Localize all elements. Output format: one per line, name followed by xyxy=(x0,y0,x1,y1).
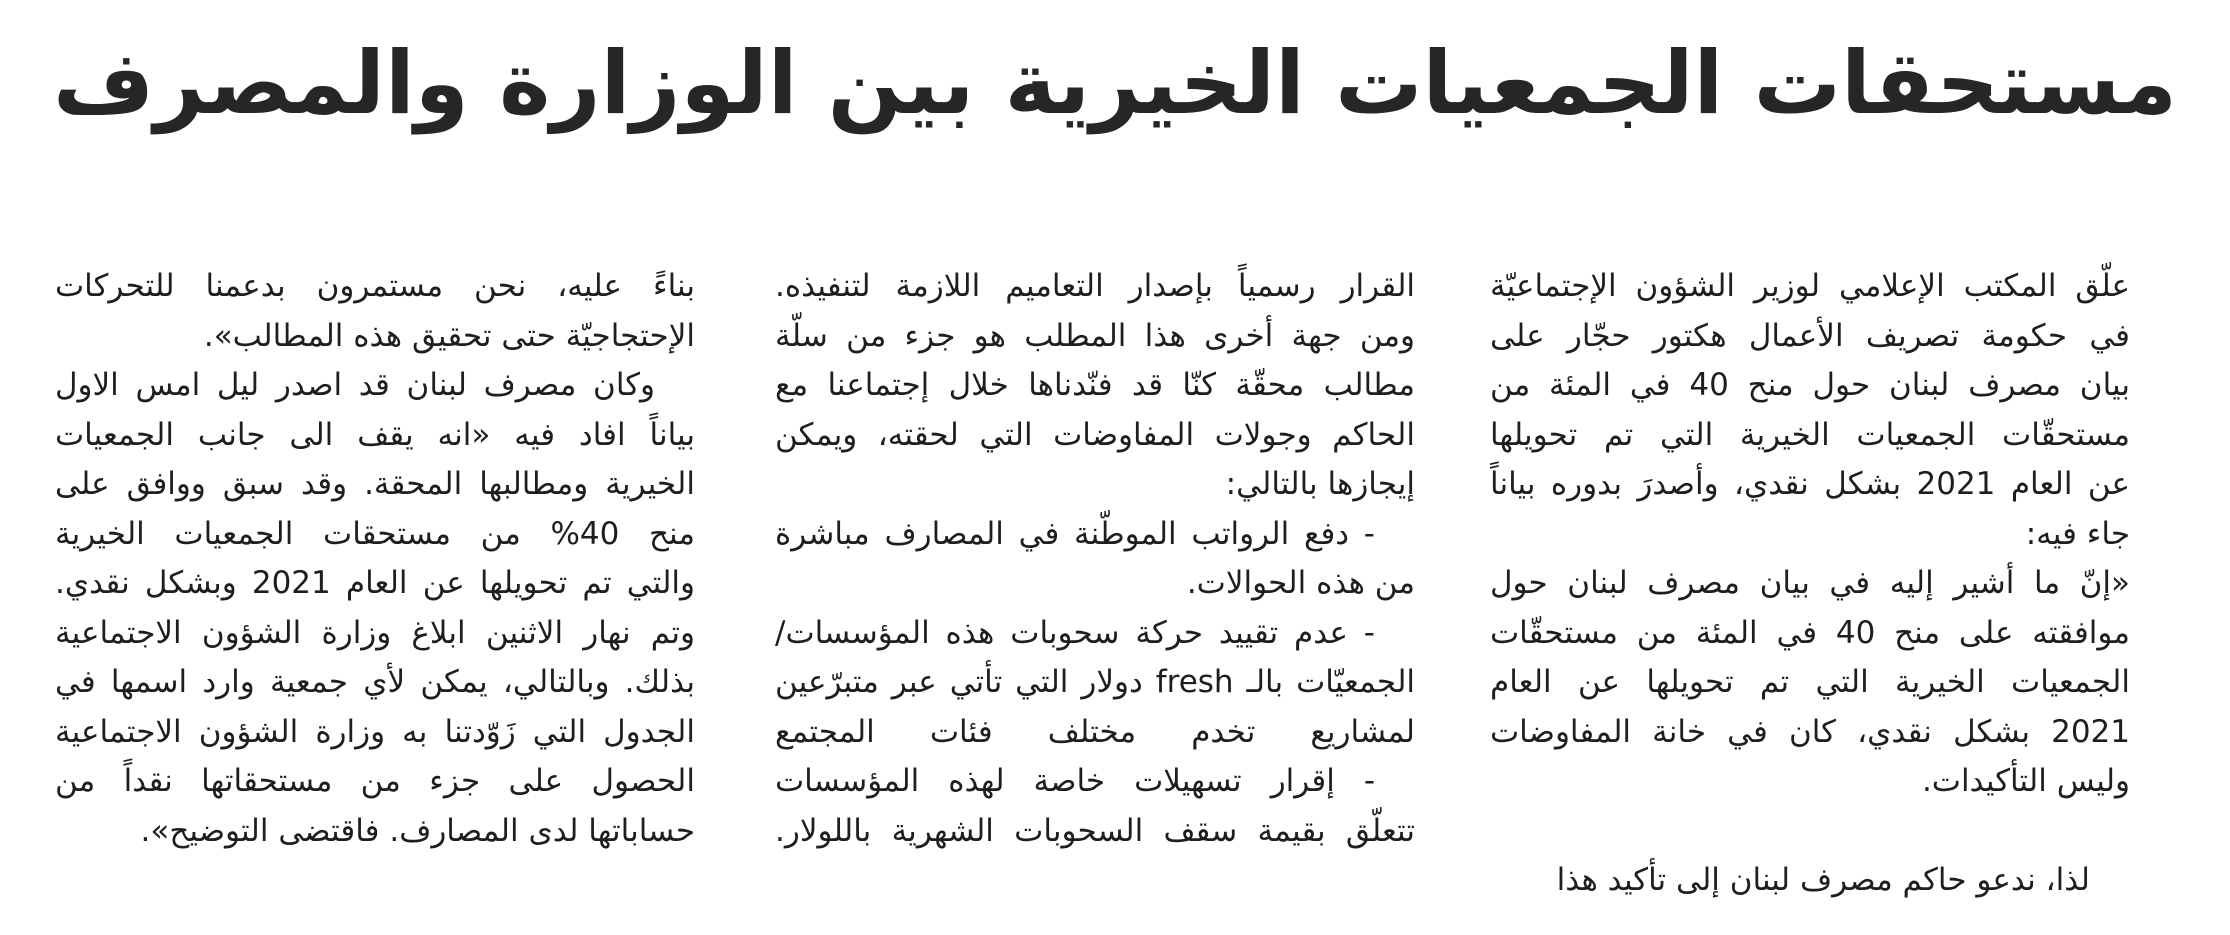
text-line: وكان مصرف لبنان قد اصدر ليل امس الاول xyxy=(55,367,655,403)
text-line: مستحقّات الجمعيات الخيرية التي تم تحويلها xyxy=(1490,416,2130,453)
text-line: 2021 بشكل نقدي، كان في خانة المفاوضات xyxy=(1490,713,2130,750)
text-line: بياناً افاد فيه «انه يقف الى جانب الجمعيات xyxy=(55,416,695,453)
text-line: - دفع الرواتب الموطّنة في المصارف مباشرة xyxy=(775,515,1375,552)
text-line: لذا، ندعو حاكم مصرف لبنان إلى تأكيد هذا xyxy=(1556,862,2090,898)
text-line: «إنّ ما أشير إليه في بيان مصرف لبنان حول xyxy=(1490,565,2130,601)
text-line: بذلك. وبالتالي، يمكن لأي جمعية وارد اسمها في xyxy=(55,664,695,700)
text-line: وتم نهار الاثنين ابلاغ وزارة الشؤون الاجتماعية xyxy=(55,614,695,651)
text-line: الإحتجاجيّة حتى تحقيق هذه المطالب». xyxy=(203,317,695,354)
text-line: موافقته على منح 40 في المئة من مستحقّات xyxy=(1490,614,2130,651)
text-line: جاء فيه: xyxy=(2025,515,2130,552)
headline: مستحقات الجمعيات الخيرية بين الوزارة والمصرف xyxy=(53,32,2177,134)
text-line: الجمعيات الخيرية التي تم تحويلها عن العام xyxy=(1490,664,2130,700)
text-line: حساباتها لدى المصارف. فاقتضى التوضيح». xyxy=(140,812,695,849)
text-line: الحاكم وجولات المفاوضات التي لحقته، ويمكن xyxy=(775,416,1415,453)
article-column-middle xyxy=(775,262,1415,856)
text-line: بيان مصرف لبنان حول منح 40 في المئة من xyxy=(1490,367,2130,403)
text-line: منح 40% من مستحقات الجمعيات الخيرية xyxy=(55,515,695,552)
text-line: عن العام 2021 بشكل نقدي، وأصدرَ بدوره بياناً xyxy=(1490,466,2130,502)
text-line: علّق المكتب الإعلامي لوزير الشؤون الإجتماعيّة xyxy=(1490,268,2130,304)
text-line: تتعلّق بقيمة سقف السحوبات الشهرية باللولار. xyxy=(775,812,1415,849)
text-line: ومن جهة أخرى هذا المطلب هو جزء من سلّة xyxy=(775,317,1415,354)
text-line: - إقرار تسهيلات خاصة لهذه المؤسسات xyxy=(775,763,1375,799)
article-column-right xyxy=(1490,262,2130,906)
text-line: من هذه الحوالات. xyxy=(1186,565,1415,601)
text-line: في حكومة تصريف الأعمال هكتور حجّار على xyxy=(1490,317,2130,354)
text-line: والتي تم تحويلها عن العام 2021 وبشكل نقدي. xyxy=(55,565,695,601)
text-line: الخيرية ومطالبها المحقة. وقد سبق ووافق على xyxy=(55,466,695,502)
text-line: بناءً عليه، نحن مستمرون بدعمنا للتحركات xyxy=(55,268,695,304)
text-line: الحصول على جزء من مستحقاتها نقداً من xyxy=(55,763,695,799)
text-line: الجدول التي زَوّدتنا به وزارة الشؤون الاجتماعية xyxy=(55,713,695,750)
text-line: مطالب محقّة كنّا قد فنّدناها خلال إجتماعنا مع xyxy=(775,367,1415,403)
text-line: - عدم تقييد حركة سحوبات هذه المؤسسات/ xyxy=(775,614,1375,651)
text-line: إيجازها بالتالي: xyxy=(1225,466,1415,502)
article-column-left xyxy=(55,262,695,856)
text-line: لمشاريع تخدم مختلف فئات المجتمع xyxy=(775,713,1415,750)
text-line: الجمعيّات بالـ fresh دولار التي تأتي عبر متبرّعين xyxy=(775,664,1415,700)
text-line: القرار رسمياً بإصدار التعاميم اللازمة لتنفيذه. xyxy=(775,268,1415,304)
text-line: وليس التأكيدات. xyxy=(1921,763,2130,799)
